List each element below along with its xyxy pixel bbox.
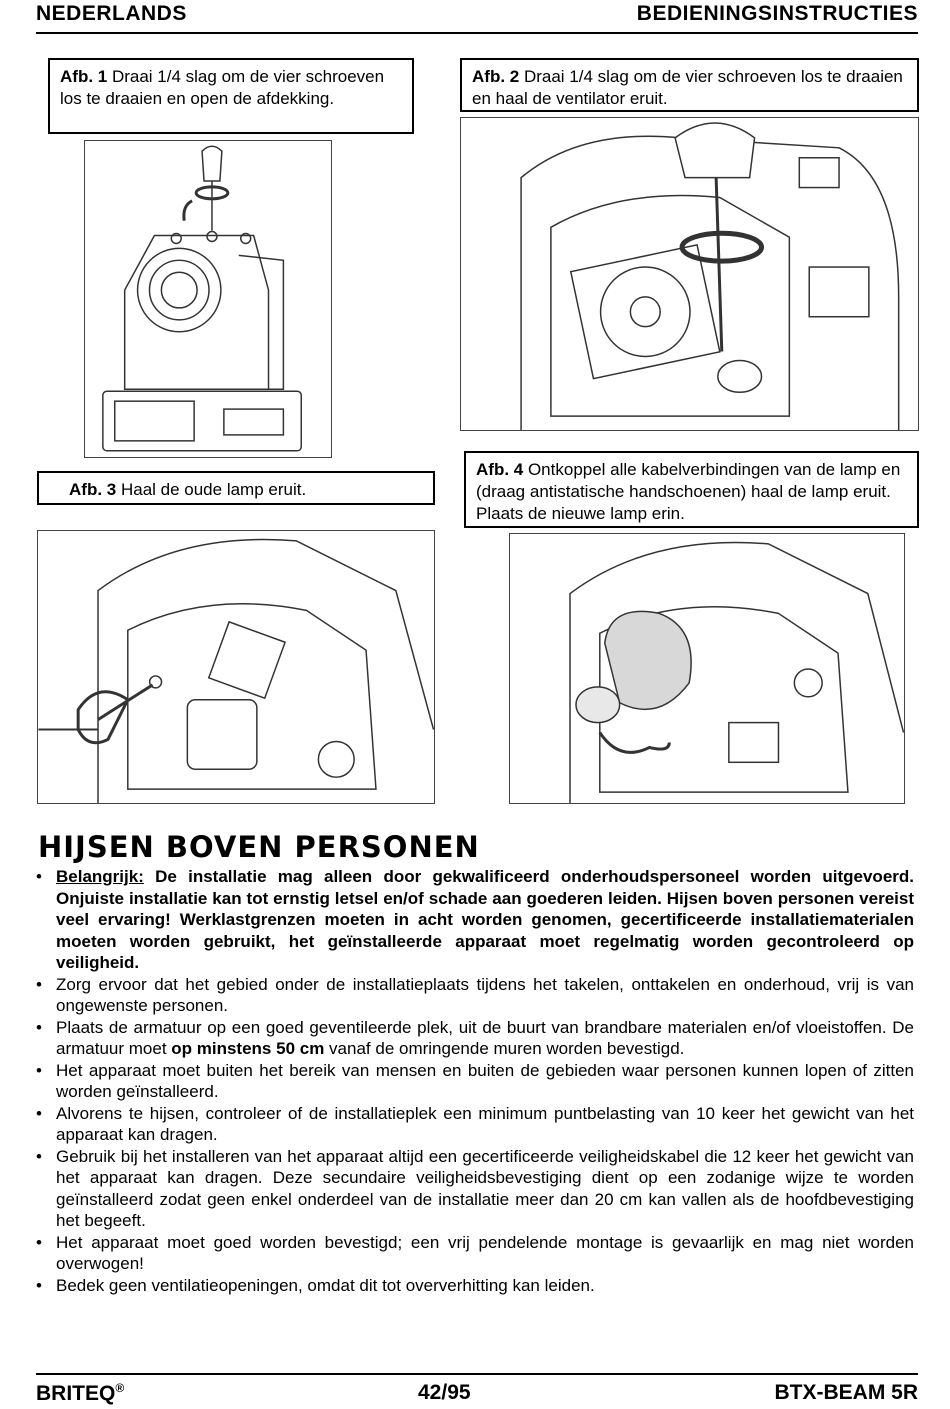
list-item: • Belangrijk: De installatie mag alleen door gekwalificeerd onderhoudspersoneel worden uitgevoerd. Onjuiste installatie kan tot ernstig letsel en/of schade aan goederen leiden. Hijsen boven personen vereist veel ervaring! Werklastgrenzen moeten in acht worden genomen, gecertificeerde installatiematerialen moeten worden gebruikt, het geïnstalleerde apparaat moet regelmatig worden gecontroleerd op veiligheid. bbox=[30, 866, 914, 974]
footer-brand: BRITEQ® bbox=[36, 1381, 125, 1405]
section-title: HIJSEN BOVEN PERSONEN bbox=[38, 830, 480, 864]
figure-4-caption: Afb. 4 Ontkoppel alle kabelverbindingen van de lamp en (draag antistatische handschoenen) haal de lamp eruit. Plaats de nieuwe lamp erin. bbox=[464, 451, 919, 528]
page-header bbox=[36, 0, 918, 34]
header-language: NEDERLANDS bbox=[36, 2, 187, 25]
figure-3-image bbox=[37, 530, 435, 804]
list-item: • Bedek geen ventilatieopeningen, omdat dit tot oververhitting kan leiden. bbox=[30, 1275, 914, 1297]
moving-head-illustration bbox=[85, 141, 331, 457]
list-item: • Het apparaat moet buiten het bereik van mensen en buiten de gebieden waar personen kunnen lopen of zitten worden geïnstalleerd. bbox=[30, 1060, 914, 1103]
header-manual-title: BEDIENINGSINSTRUCTIES bbox=[636, 2, 918, 25]
list-item: • Zorg ervoor dat het gebied onder de installatieplaats tijdens het takelen, onttakelen en onderhoud, vrij is van ongewenste personen. bbox=[30, 974, 914, 1017]
fan-removal-illustration bbox=[461, 118, 918, 430]
list-item: • Plaats de armatuur op een goed geventileerde plek, uit de buurt van brandbare materialen en/of vloeistoffen. De armatuur moet op minstens 50 cm vanaf de omringende muren worden bevestigd. bbox=[30, 1017, 914, 1060]
figure-4-image bbox=[509, 533, 905, 804]
list-item: • Het apparaat moet goed worden bevestigd; een vrij pendelende montage is gevaarlijk en mag niet worden overwogen! bbox=[30, 1232, 914, 1275]
page-number: 42/95 bbox=[418, 1381, 471, 1404]
list-item: • Gebruik bij het installeren van het apparaat altijd een gecertificeerde veiligheidskabel die 12 keer het gewicht van het apparaat kan dragen. Deze secundaire veiligheidsbevestiging dient op een zodanige wijze te worden geïnstalleerd zodat geen enkel onderdeel van de installatie meer dan 20 cm kan vallen als de hoofdbevestiging het begeeft. bbox=[30, 1146, 914, 1232]
safety-bullet-list bbox=[30, 866, 914, 1296]
new-lamp-installation-illustration bbox=[510, 534, 904, 803]
old-lamp-removal-illustration bbox=[38, 531, 434, 803]
figure-1-caption: Afb. 1 Draai 1/4 slag om de vier schroeven los te draaien en open de afdekking. bbox=[48, 58, 414, 134]
list-item: • Alvorens te hijsen, controleer of de installatieplek een minimum puntbelasting van 10 keer het gewicht van het apparaat kan dragen. bbox=[30, 1103, 914, 1146]
figure-1-image bbox=[84, 140, 332, 458]
figure-2-caption: Afb. 2 Draai 1/4 slag om de vier schroeven los te draaien en haal de ventilator eruit. bbox=[460, 58, 919, 112]
figure-2-image bbox=[460, 117, 919, 431]
figure-3-caption: Afb. 3 Haal de oude lamp eruit. bbox=[37, 471, 435, 505]
page-footer bbox=[36, 1373, 918, 1409]
footer-model: BTX-BEAM 5R bbox=[774, 1381, 918, 1404]
